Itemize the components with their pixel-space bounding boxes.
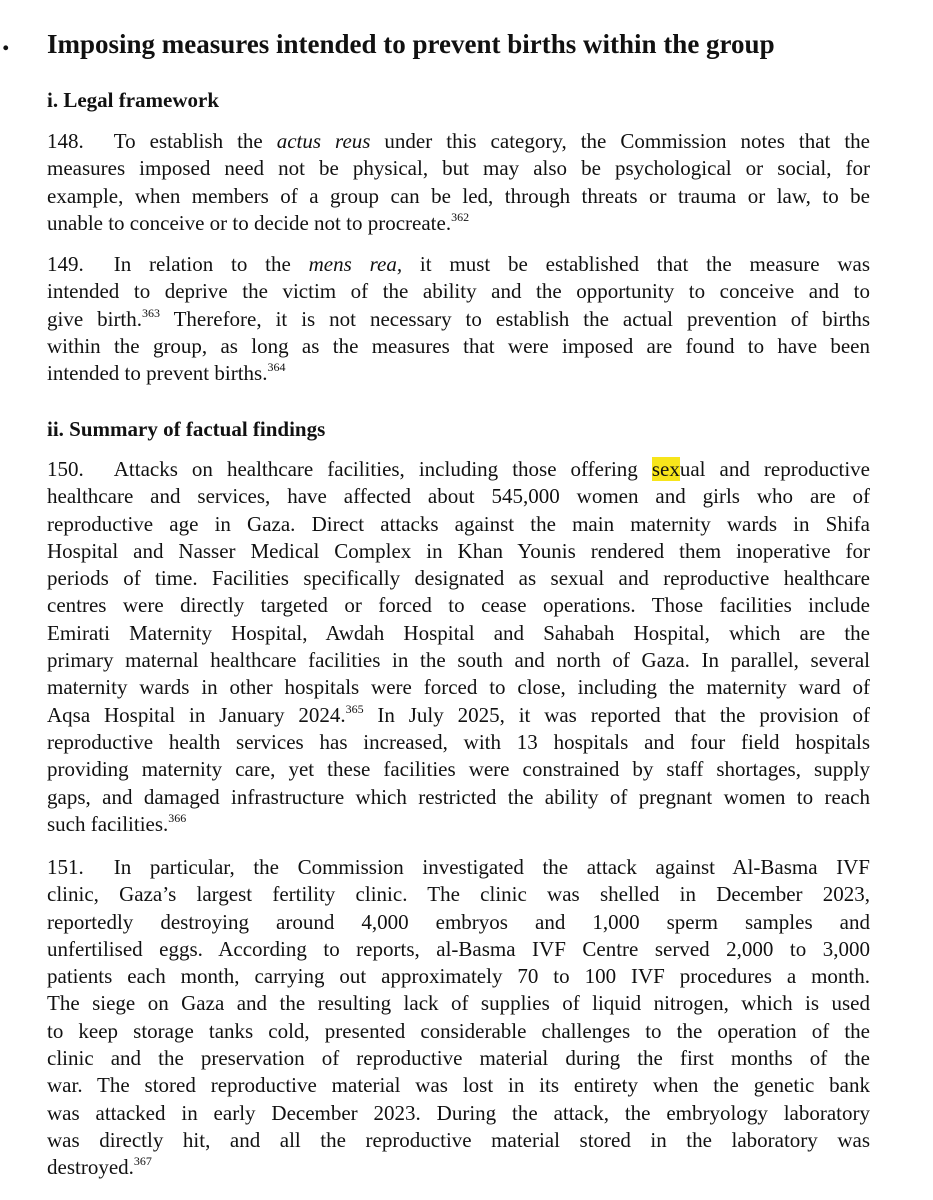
paragraph-number: 150.: [47, 457, 84, 481]
paragraph-150: 150. Attacks on healthcare facilities, including those offering sexual and reproductive healthcare and services, have affected about 545,000 women and girls who are of reproductive age in Gaza. Direct attacks against the main maternity wards in Shifa Hospital and Nasser Medical Complex in Khan Younis rendered them inoperative for periods of time. Facilities specifically designated as sexual and reproductive healthcare centres were directly targeted or forced to cease operations. Those facilities include Emirati Maternity Hospital, Awdah Hospital and Sahabah Hospital, which are the primary maternal healthcare facilities in the south and north of Gaza. In parallel, several maternity wards in other hospitals were forced to close, including the maternity ward of Aqsa Hospital in January 2024.$^{365}$ In July 2025, it was reported that the provision of reproductive health services has increased, with 13 hospitals and four field hospitals providing maternity care, yet these facilities were constrained by staff shortages, supply gaps, and damaged infrastructure which restricted the ability of pregnant women to reach such facilities.$^{366}$: [47, 457, 870, 836]
paragraph-number: 151.: [47, 855, 84, 879]
paragraph-148: 148. To establish the actus reus under this category, the Commission notes that the measures imposed need not be physical, but may also be psychological or social, for example, when members of a group can be led, through threats or trauma or law, to be unable to conceive or to decide not to procreate.$^{362}$: [47, 129, 870, 235]
footnote-ref[interactable]: 362: [451, 209, 470, 224]
footnote-ref[interactable]: 365: [345, 701, 364, 716]
paragraph-number: 148.: [47, 129, 84, 153]
section-bullet: .: [2, 24, 10, 57]
subheading-factual-findings: ii. Summary of factual findings: [47, 417, 326, 441]
text-highlight[interactable]: sex: [651, 457, 680, 481]
subheading-legal-framework: i. Legal framework: [47, 88, 220, 112]
footnote-ref[interactable]: 363: [142, 305, 161, 320]
paragraph-149: 149. In relation to the mens rea, it must be established that the measure was intended to deprive the victim of the ability and the opportunity to conceive and to give birth.$^{363}$ Therefore, it is not necessary to establish the actual prevention of births within the group, as long as the measures that were imposed are found to have been intended to prevent births.$^{364}$: [47, 252, 870, 386]
paragraph-151: 151. In particular, the Commission investigated the attack against Al-Basma IVF clinic, Gaza’s largest fertility clinic. The clinic was shelled in December 2023, reportedly destroying around 4,000 embryos and 1,000 sperm samples and unfertilised eggs. According to reports, al-Basma IVF Centre served 2,000 to 3,000 patients each month, carrying out approximately 70 to 100 IVF procedures a month. The siege on Gaza and the resulting lack of supplies of liquid nitrogen, which is used to keep storage tanks cold, presented considerable challenges to the operation of the clinic and the preservation of reproductive material during the first months of the war. The stored reproductive material was lost in its entirety when the genetic bank was attacked in early December 2023. During the attack, the embryology laboratory was directly hit, and all the reproductive material stored in the laboratory was destroyed.$^{367}$: [47, 855, 870, 1180]
footnote-ref[interactable]: 367: [133, 1154, 152, 1169]
paragraph-number: 149.: [47, 252, 84, 276]
footnote-ref[interactable]: 364: [267, 360, 286, 375]
section-title: Imposing measures intended to prevent births within the group: [47, 29, 775, 59]
footnote-ref[interactable]: 366: [168, 810, 187, 825]
